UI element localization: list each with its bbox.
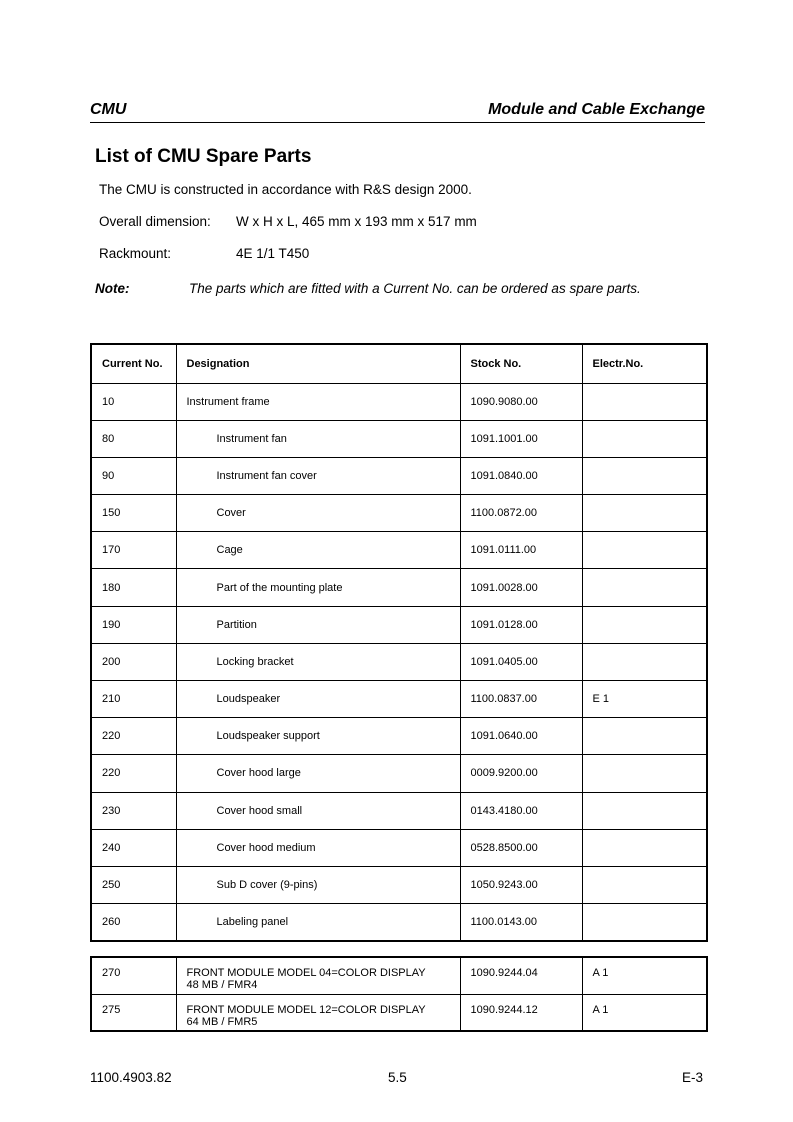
cell-stock-no: 1090.9080.00	[460, 383, 582, 420]
cell-electr-no	[582, 457, 707, 494]
rack-label: Rackmount:	[99, 246, 172, 261]
designation-line-1: FRONT MODULE MODEL 04=COLOR DISPLAY	[186, 967, 426, 979]
cell-current-no: 200	[91, 643, 176, 680]
cell-designation: Loudspeaker	[176, 681, 460, 718]
table-row	[91, 755, 707, 792]
cell-electr-no	[582, 383, 707, 420]
cell-electr-no	[582, 569, 707, 606]
cell-current-no: 220	[91, 718, 176, 755]
table-row	[91, 606, 707, 643]
note-text: The parts which are fitted with a Current No. can be ordered as spare parts.	[189, 281, 641, 296]
cell-stock-no: 1091.0128.00	[460, 606, 582, 643]
cell-designation: Labeling panel	[176, 904, 460, 941]
cell-current-no: 220	[91, 755, 176, 792]
table-row	[91, 457, 707, 494]
cell-electr-no	[582, 755, 707, 792]
cell-stock-no: 1090.9244.04	[460, 957, 582, 994]
cell-current-no: 10	[91, 383, 176, 420]
cell-designation	[176, 957, 460, 994]
note-label: Note:	[95, 281, 130, 296]
cell-electr-no	[582, 904, 707, 941]
cell-designation: Instrument fan cover	[176, 457, 460, 494]
col-header-electr-no: Electr.No.	[582, 344, 707, 383]
cell-designation: Instrument fan	[176, 420, 460, 457]
footer-doc-number: 1100.4903.82	[90, 1070, 172, 1085]
cell-electr-no	[582, 420, 707, 457]
table-row	[91, 569, 707, 606]
cell-stock-no: 1100.0837.00	[460, 681, 582, 718]
cell-stock-no: 1100.0143.00	[460, 904, 582, 941]
cell-stock-no: 1050.9243.00	[460, 866, 582, 903]
designation-line-1: FRONT MODULE MODEL 12=COLOR DISPLAY	[186, 1003, 426, 1016]
intro-text: The CMU is constructed in accordance with R&S design 2000.	[99, 182, 472, 197]
table-row	[91, 681, 707, 718]
cell-current-no: 150	[91, 495, 176, 532]
table-row	[91, 866, 707, 903]
cell-current-no: 210	[91, 681, 176, 718]
table-row	[91, 420, 707, 457]
table-row	[91, 643, 707, 680]
cell-current-no: 180	[91, 569, 176, 606]
cell-current-no: 270	[91, 957, 176, 994]
cell-electr-no: E 1	[582, 681, 707, 718]
table-row	[91, 718, 707, 755]
cell-stock-no: 0143.4180.00	[460, 792, 582, 829]
cell-designation: Partition	[176, 606, 460, 643]
cell-designation: Cover	[176, 495, 460, 532]
cell-electr-no: A 1	[582, 957, 707, 994]
cell-designation: Sub D cover (9-pins)	[176, 866, 460, 903]
cell-electr-no	[582, 532, 707, 569]
cell-designation: Loudspeaker support	[176, 718, 460, 755]
cell-designation: Cover hood large	[176, 755, 460, 792]
cell-designation: Instrument frame	[176, 383, 460, 420]
rack-value: 4E 1/1 T450	[236, 246, 310, 261]
cell-electr-no	[582, 792, 707, 829]
page-header	[90, 100, 705, 123]
table-row	[91, 829, 707, 866]
cell-electr-no	[582, 606, 707, 643]
cell-designation: Part of the mounting plate	[176, 569, 460, 606]
table-row	[91, 383, 707, 420]
footer-page-number: E-3	[681, 1070, 703, 1085]
cell-current-no: 240	[91, 829, 176, 866]
table-header-row	[91, 344, 707, 383]
cell-electr-no	[582, 866, 707, 903]
cell-stock-no: 0528.8500.00	[460, 829, 582, 866]
table-row	[91, 904, 707, 941]
front-module-table	[90, 956, 708, 1032]
cell-designation: Cover hood small	[176, 792, 460, 829]
cell-current-no: 275	[91, 994, 176, 1031]
cell-electr-no	[582, 495, 707, 532]
cell-electr-no	[582, 829, 707, 866]
table-row	[91, 957, 707, 994]
footer-version: 5.5	[388, 1070, 407, 1085]
cell-current-no: 80	[91, 420, 176, 457]
col-header-designation: Designation	[176, 344, 460, 383]
cell-designation	[176, 994, 460, 1031]
spare-parts-table	[90, 343, 708, 942]
table-row	[91, 495, 707, 532]
cell-current-no: 230	[91, 792, 176, 829]
cell-current-no: 90	[91, 457, 176, 494]
cell-stock-no: 1091.0111.00	[460, 532, 582, 569]
cell-designation: Cage	[176, 532, 460, 569]
cell-stock-no: 1100.0872.00	[460, 495, 582, 532]
cell-stock-no: 1091.0640.00	[460, 718, 582, 755]
designation-line-2: 48 MB / FMR4	[186, 979, 258, 991]
page-title: List of CMU Spare Parts	[95, 146, 312, 167]
overall-value: W x H x L, 465 mm x 193 mm x 517 mm	[236, 214, 477, 229]
table-row	[91, 532, 707, 569]
designation-line-2: 64 MB / FMR5	[186, 1015, 258, 1028]
cell-current-no: 190	[91, 606, 176, 643]
cell-electr-no: A 1	[582, 994, 707, 1031]
col-header-stock-no: Stock No.	[460, 344, 582, 383]
cell-designation: Locking bracket	[176, 643, 460, 680]
cell-stock-no: 0009.9200.00	[460, 755, 582, 792]
col-header-current-no: Current No.	[91, 344, 176, 383]
cell-electr-no	[582, 718, 707, 755]
cell-current-no: 250	[91, 866, 176, 903]
cell-stock-no: 1091.1001.00	[460, 420, 582, 457]
header-right: Module and Cable Exchange	[488, 101, 705, 118]
cell-current-no: 260	[91, 904, 176, 941]
overall-label: Overall dimension:	[99, 214, 211, 229]
cell-stock-no: 1091.0840.00	[460, 457, 582, 494]
cell-stock-no: 1090.9244.12	[460, 994, 582, 1031]
cell-stock-no: 1091.0028.00	[460, 569, 582, 606]
cell-designation: Cover hood medium	[176, 829, 460, 866]
cell-stock-no: 1091.0405.00	[460, 643, 582, 680]
cell-current-no: 170	[91, 532, 176, 569]
header-left: CMU	[90, 101, 127, 118]
table-row	[91, 792, 707, 829]
cell-electr-no	[582, 643, 707, 680]
table-row	[91, 994, 707, 1031]
